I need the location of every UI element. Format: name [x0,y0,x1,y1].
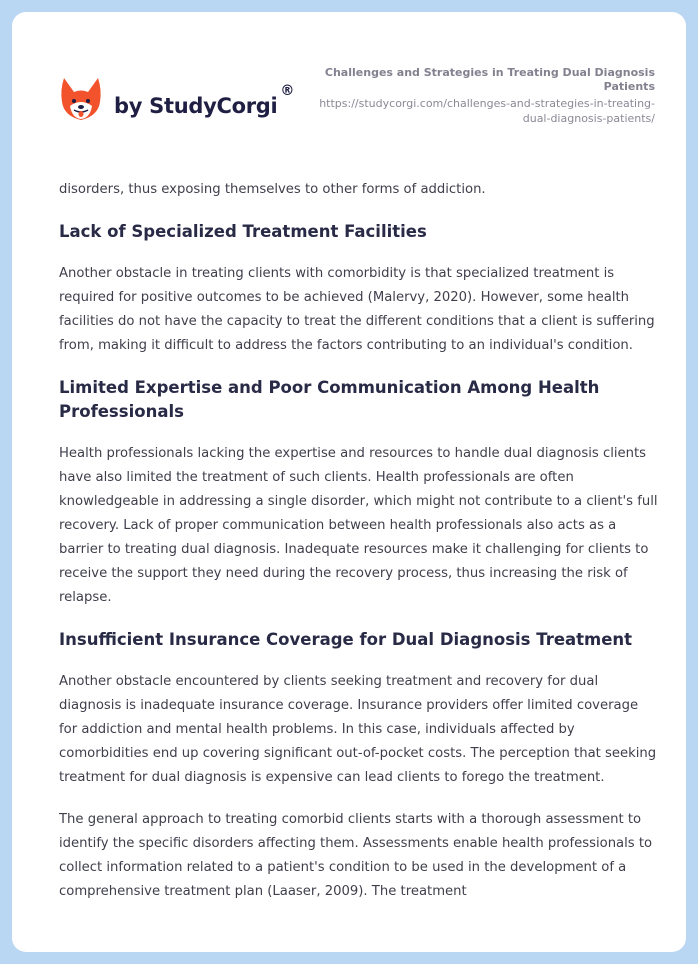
studycorgi-logo[interactable] [60,76,294,127]
document-card [12,12,686,952]
document-meta [315,66,655,126]
paragraph: Another obstacle encountered by clients seeking treatment and recovery for dual diagnosis is inadequate insurance coverage. Insurance providers offer limited coverage for addiction and mental health problems. In this case, individuals affected by comorbidities end up covering significant out-of-pocket costs. The perception that seeking treatment for dual diagnosis is expensive can lead clients to forego the treatment. [59,674,657,785]
document-title: Challenges and Strategies in Treating Dual Diagnosis Patients [324,66,655,93]
brand-name: by StudyCorgi [114,93,278,118]
section-heading: Limited Expertise and Poor Communication Among Health Professionals [59,378,600,421]
corgi-face-icon [60,76,102,127]
section-heading: Insufficient Insurance Coverage for Dual Diagnosis Treatment [59,630,633,649]
paragraph: Another obstacle in treating clients with comorbidity is that specialized treatment is required for positive outcomes to be achieved (Malervy, 2020). However, some health facilities do not have the capacity to treat the different conditions that a client is suffering from, making it difficult to address the factors contributing to an individual's condition. [59,266,655,353]
registered-mark: ® [280,82,295,99]
paragraph: Health professionals lacking the expertise and resources to handle dual diagnosis clients have also limited the treatment of such clients. Health professionals are often knowledgeable in addressing a single disorder, which might not contribute to a client's full recovery. Lack of proper communication between health professionals also acts as a barrier to treating dual diagnosis. Inadequate resources make it challenging for clients to receive the support they need during the recovery process, thus increasing the risk of relapse. [59,446,658,605]
paragraph: The general approach to treating comorbid clients starts with a thorough assessment to identify the specific disorders affecting them. Assessments enable health professionals to collect information related to a patient's condition to be used in the development of a comprehensive treatment plan (Laaser, 2009). The treatment [59,812,653,899]
paragraph-intro: disorders, thus exposing themselves to other forms of addiction. [59,182,486,197]
article-body [59,178,659,922]
section-heading: Lack of Specialized Treatment Facilities [59,222,427,241]
document-url[interactable]: https://studycorgi.com/challenges-and-strategies-in-treating-dual-diagnosis-patients/ [319,97,655,125]
